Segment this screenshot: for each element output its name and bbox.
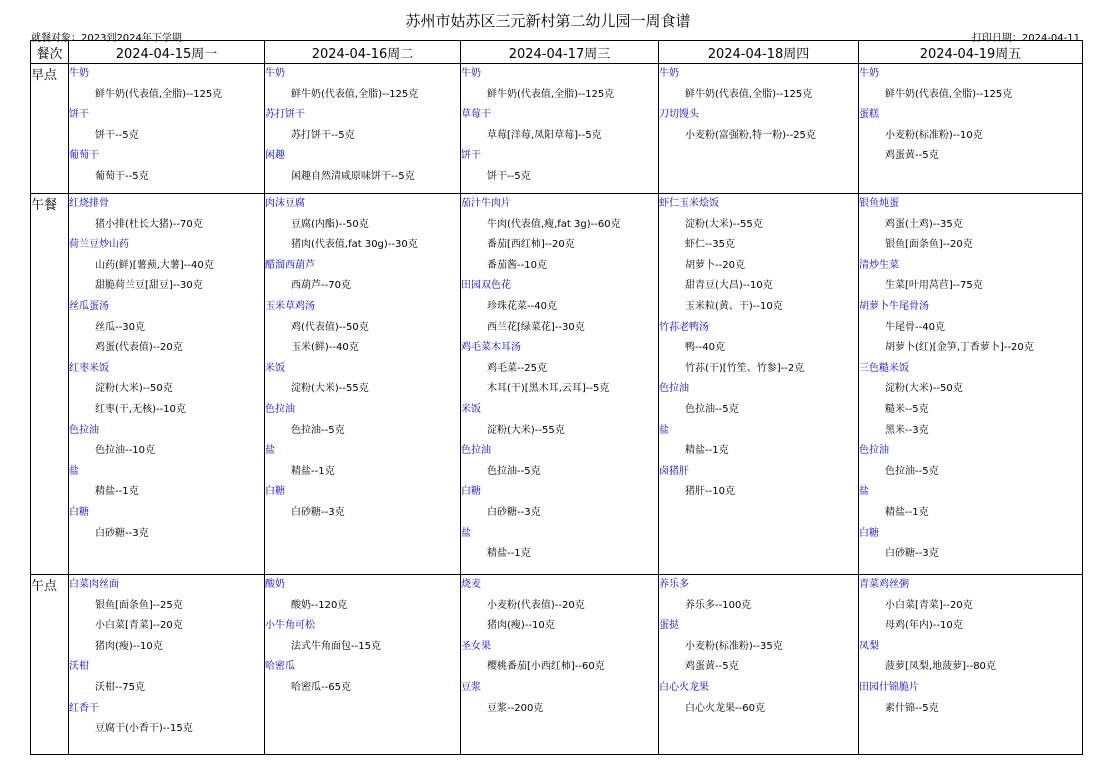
menu-cell-mon bbox=[69, 194, 265, 575]
ingredient-item: 精盐--1克 bbox=[685, 445, 729, 457]
ingredient-item: 母鸡(年内)--10克 bbox=[885, 620, 963, 632]
ingredient-item: 白砂糖--3克 bbox=[95, 527, 149, 539]
dish-name: 白糖 bbox=[69, 506, 89, 518]
meal-label: 早点 bbox=[31, 64, 69, 194]
ingredient-item: 鲜牛奶(代表值,全脂)--125克 bbox=[487, 88, 615, 100]
dish-name: 米饭 bbox=[265, 362, 285, 374]
dish-name: 凤梨 bbox=[859, 640, 879, 652]
ingredient-item: 精盐--1克 bbox=[885, 506, 929, 518]
dish-name: 牛奶 bbox=[659, 68, 679, 79]
ingredient-item: 小麦粉(标准粉)--35克 bbox=[685, 640, 783, 652]
ingredient-item: 白心火龙果--60克 bbox=[685, 702, 765, 714]
dish-name: 蛋糕 bbox=[859, 109, 879, 121]
ingredient-item: 小白菜[青菜]--20克 bbox=[885, 599, 973, 611]
ingredient-item: 鲜牛奶(代表值,全脂)--125克 bbox=[685, 88, 813, 100]
ingredient-item: 银鱼[面条鱼]--20克 bbox=[885, 239, 973, 251]
ingredient-item: 玉米(鲜)--40克 bbox=[291, 342, 359, 354]
print-date: 打印日期：2024-04-11 bbox=[971, 33, 1080, 44]
ingredient-item: 牛尾骨--40克 bbox=[885, 321, 945, 333]
dish-name: 卤猪肝 bbox=[659, 465, 689, 477]
ingredient-item: 沃柑--75克 bbox=[95, 681, 145, 693]
ingredient-item: 甜脆荷兰豆[甜豆]--30克 bbox=[95, 280, 203, 292]
menu-cell-wed bbox=[461, 575, 659, 755]
ingredient-item: 鸡蛋(土鸡)--35克 bbox=[885, 218, 963, 230]
dish-name: 牛奶 bbox=[69, 68, 89, 79]
dish-name: 米饭 bbox=[461, 403, 481, 415]
ingredient-item: 素什锦--5克 bbox=[885, 702, 939, 714]
ingredient-item: 精盐--1克 bbox=[487, 548, 531, 560]
ingredient-item: 淀粉(大米)--50克 bbox=[95, 383, 173, 395]
menu-cell-fri bbox=[859, 575, 1083, 755]
ingredient-item: 淀粉(大米)--55克 bbox=[487, 424, 565, 436]
menu-cell-fri bbox=[859, 64, 1083, 194]
ingredient-item: 玉米粒(黄、干)--10克 bbox=[685, 300, 783, 312]
dish-name: 白心火龙果 bbox=[659, 681, 709, 693]
day-header-fri: 2024-04-19周五 bbox=[859, 41, 1083, 64]
dish-name: 盐 bbox=[859, 486, 869, 498]
ingredient-item: 珍珠花菜--40克 bbox=[487, 300, 557, 312]
ingredient-item: 甜青豆(大昌)--10克 bbox=[685, 280, 773, 292]
dish-name: 色拉油 bbox=[859, 445, 889, 457]
dish-name: 白糖 bbox=[461, 486, 481, 498]
dish-name: 肉沫豆腐 bbox=[265, 198, 305, 209]
ingredient-item: 苏打饼干--5克 bbox=[291, 129, 355, 141]
dish-name: 胡萝卜牛尾骨汤 bbox=[859, 300, 929, 312]
ingredient-item: 鲜牛奶(代表值,全脂)--125克 bbox=[95, 88, 223, 100]
ingredient-item: 豆腐干(小香干)--15克 bbox=[95, 723, 193, 735]
ingredient-item: 饼干--5克 bbox=[487, 170, 531, 182]
ingredient-item: 色拉油--5克 bbox=[685, 403, 739, 415]
dish-name: 盐 bbox=[265, 445, 275, 457]
dish-name: 饼干 bbox=[461, 150, 481, 162]
dish-name: 葡萄干 bbox=[69, 150, 99, 162]
ingredient-item: 菠萝[凤梨,地菠萝]--80克 bbox=[885, 661, 996, 673]
dish-name: 烧麦 bbox=[461, 579, 481, 590]
menu-cell-wed bbox=[461, 194, 659, 575]
ingredient-item: 小麦粉(代表值)--20克 bbox=[487, 599, 585, 611]
ingredient-item: 小麦粉(标准粉)--10克 bbox=[885, 129, 983, 141]
dish-name: 圣女果 bbox=[461, 640, 491, 652]
dish-name: 酸奶 bbox=[265, 579, 285, 590]
dish-name: 红香干 bbox=[69, 702, 99, 714]
ingredient-item: 猪肉(代表值,fat 30g)--30克 bbox=[291, 239, 418, 251]
ingredient-item: 豆腐(内酯)--50克 bbox=[291, 218, 369, 230]
ingredient-item: 鸡蛋黄--5克 bbox=[685, 661, 739, 673]
ingredient-item: 黑米--3克 bbox=[885, 424, 929, 436]
ingredient-item: 木耳(干)[黑木耳,云耳]--5克 bbox=[487, 383, 610, 395]
ingredient-item: 猪肉(瘦)--10克 bbox=[95, 640, 163, 652]
ingredient-item: 胡萝卜--20克 bbox=[685, 259, 745, 271]
dish-name: 盐 bbox=[69, 465, 79, 477]
ingredient-item: 色拉油--5克 bbox=[487, 465, 541, 477]
menu-cell-tue bbox=[265, 64, 461, 194]
ingredient-item: 小白菜[青菜]--20克 bbox=[95, 620, 183, 632]
dish-name: 盐 bbox=[461, 527, 471, 539]
ingredient-item: 银鱼[面条鱼]--25克 bbox=[95, 599, 183, 611]
dish-name: 田园双色花 bbox=[461, 280, 511, 292]
menu-cell-wed bbox=[461, 64, 659, 194]
ingredient-item: 山药(鲜)[薯蓣,大薯]--40克 bbox=[95, 259, 214, 271]
ingredient-item: 虾仁--35克 bbox=[685, 239, 735, 251]
dish-name: 草莓干 bbox=[461, 109, 491, 121]
ingredient-item: 鲜牛奶(代表值,全脂)--125克 bbox=[885, 88, 1013, 100]
dish-name: 鸡毛菜木耳汤 bbox=[461, 342, 521, 354]
menu-cell-thu bbox=[659, 64, 859, 194]
dish-name: 清炒生菜 bbox=[859, 259, 899, 271]
day-header-thu: 2024-04-18周四 bbox=[659, 41, 859, 64]
page-title: 苏州市姑苏区三元新村第二幼儿园一周食谱 bbox=[405, 12, 691, 30]
dish-name: 闲趣 bbox=[265, 150, 285, 162]
dish-name: 哈密瓜 bbox=[265, 661, 295, 673]
ingredient-item: 西兰花[绿菜花]--30克 bbox=[487, 321, 585, 333]
ingredient-item: 豆浆--200克 bbox=[487, 702, 544, 714]
ingredient-item: 法式牛角面包--15克 bbox=[291, 640, 381, 652]
ingredient-item: 鸡蛋(代表值)--20克 bbox=[95, 342, 183, 354]
ingredient-item: 竹荪(干)[竹笙、竹参]--2克 bbox=[685, 362, 805, 374]
ingredient-item: 西葫芦--70克 bbox=[291, 280, 351, 292]
ingredient-item: 精盐--1克 bbox=[95, 486, 139, 498]
dish-name: 荷兰豆炒山药 bbox=[69, 239, 129, 251]
dish-name: 苏打饼干 bbox=[265, 109, 305, 121]
meal-label: 午餐 bbox=[31, 194, 69, 575]
dish-name: 养乐多 bbox=[659, 579, 689, 590]
dish-name: 银鱼炖蛋 bbox=[859, 198, 899, 209]
ingredient-item: 淀粉(大米)--50克 bbox=[885, 383, 963, 395]
header-row bbox=[31, 41, 1083, 64]
ingredient-item: 酸奶--120克 bbox=[291, 599, 348, 611]
ingredient-item: 鸡蛋黄--5克 bbox=[885, 150, 939, 162]
ingredient-item: 养乐多--100克 bbox=[685, 599, 752, 611]
ingredient-item: 猪肉(瘦)--10克 bbox=[487, 620, 555, 632]
meal-column-header: 餐次 bbox=[31, 41, 69, 64]
dish-name: 豆浆 bbox=[461, 681, 481, 693]
dish-name: 色拉油 bbox=[659, 383, 689, 395]
dish-name: 饼干 bbox=[69, 109, 89, 121]
ingredient-item: 淀粉(大米)--55克 bbox=[685, 218, 763, 230]
dish-name: 牛奶 bbox=[461, 68, 481, 79]
menu-cell-fri bbox=[859, 194, 1083, 575]
dish-name: 沃柑 bbox=[69, 661, 89, 673]
ingredient-item: 草莓[洋莓,凤阳草莓]--5克 bbox=[487, 129, 602, 141]
ingredient-item: 番茄酱--10克 bbox=[487, 259, 547, 271]
meal-row bbox=[31, 64, 1083, 194]
ingredient-item: 哈密瓜--65克 bbox=[291, 681, 351, 693]
ingredient-item: 红枣(干,无核)--10克 bbox=[95, 403, 186, 415]
day-header-wed: 2024-04-17周三 bbox=[461, 41, 659, 64]
dish-name: 田园什锦脆片 bbox=[859, 681, 919, 693]
dish-name: 刀切馒头 bbox=[659, 109, 699, 121]
dish-name: 白糖 bbox=[859, 527, 879, 539]
dish-name: 牛奶 bbox=[859, 68, 879, 79]
ingredient-item: 淀粉(大米)--55克 bbox=[291, 383, 369, 395]
menu-cell-tue bbox=[265, 575, 461, 755]
ingredient-item: 鸡毛菜--25克 bbox=[487, 362, 547, 374]
ingredient-item: 色拉油--5克 bbox=[885, 465, 939, 477]
meal-row bbox=[31, 194, 1083, 575]
ingredient-item: 樱桃番茄[小西红柿]--60克 bbox=[487, 661, 605, 673]
dish-name: 虾仁玉米烩饭 bbox=[659, 198, 719, 209]
dish-name: 蛋挞 bbox=[659, 620, 679, 632]
ingredient-item: 鸭--40克 bbox=[685, 342, 725, 354]
day-header-tue: 2024-04-16周二 bbox=[265, 41, 461, 64]
dish-name: 红枣米饭 bbox=[69, 362, 109, 374]
ingredient-item: 精盐--1克 bbox=[291, 465, 335, 477]
ingredient-item: 白砂糖--3克 bbox=[487, 506, 541, 518]
ingredient-item: 色拉油--10克 bbox=[95, 445, 155, 457]
dish-name: 竹荪老鸭汤 bbox=[659, 321, 709, 333]
dish-name: 色拉油 bbox=[69, 424, 99, 436]
ingredient-item: 白砂糖--3克 bbox=[885, 548, 939, 560]
ingredient-item: 胡萝卜(红)[金笋,丁香萝卜]--20克 bbox=[885, 342, 1034, 354]
dish-name: 茄汁牛肉片 bbox=[461, 198, 511, 209]
ingredient-item: 小麦粉(富强粉,特一粉)--25克 bbox=[685, 129, 816, 141]
dish-name: 红烧排骨 bbox=[69, 198, 109, 209]
dish-name: 醋溜西葫芦 bbox=[265, 259, 315, 271]
dish-name: 三色糙米饭 bbox=[859, 362, 909, 374]
dish-name: 青菜鸡丝粥 bbox=[859, 579, 909, 590]
ingredient-item: 饼干--5克 bbox=[95, 129, 139, 141]
meal-row bbox=[31, 575, 1083, 755]
dish-name: 牛奶 bbox=[265, 68, 285, 79]
ingredient-item: 鲜牛奶(代表值,全脂)--125克 bbox=[291, 88, 419, 100]
dish-name: 盐 bbox=[659, 424, 669, 436]
menu-cell-thu bbox=[659, 575, 859, 755]
ingredient-item: 白砂糖--3克 bbox=[291, 506, 345, 518]
dish-name: 白菜肉丝面 bbox=[69, 579, 119, 590]
dish-name: 白糖 bbox=[265, 486, 285, 498]
ingredient-item: 糙米--5克 bbox=[885, 403, 929, 415]
weekly-menu-table bbox=[30, 40, 1083, 755]
dish-name: 玉米草鸡汤 bbox=[265, 300, 315, 312]
ingredient-item: 番茄[西红柿]--20克 bbox=[487, 239, 575, 251]
dish-name: 色拉油 bbox=[265, 403, 295, 415]
dining-target: 就餐对象：2023到2024年下学期 bbox=[31, 33, 182, 44]
ingredient-item: 色拉油--5克 bbox=[291, 424, 345, 436]
menu-cell-tue bbox=[265, 194, 461, 575]
dish-name: 丝瓜蛋汤 bbox=[69, 300, 109, 312]
menu-cell-mon bbox=[69, 64, 265, 194]
ingredient-item: 牛肉(代表值,瘦,fat 3g)--60克 bbox=[487, 218, 621, 230]
ingredient-item: 丝瓜--30克 bbox=[95, 321, 145, 333]
ingredient-item: 闲趣自然清咸原味饼干--5克 bbox=[291, 170, 415, 182]
ingredient-item: 猪肝--10克 bbox=[685, 486, 735, 498]
ingredient-item: 葡萄干--5克 bbox=[95, 170, 149, 182]
ingredient-item: 猪小排(杜长大猪)--70克 bbox=[95, 218, 203, 230]
ingredient-item: 鸡(代表值)--50克 bbox=[291, 321, 369, 333]
menu-cell-mon bbox=[69, 575, 265, 755]
meal-label: 午点 bbox=[31, 575, 69, 755]
day-header-mon: 2024-04-15周一 bbox=[69, 41, 265, 64]
menu-cell-thu bbox=[659, 194, 859, 575]
dish-name: 小牛角可松 bbox=[265, 620, 315, 632]
dish-name: 色拉油 bbox=[461, 445, 491, 457]
ingredient-item: 生菜[叶用莴苣]--75克 bbox=[885, 280, 983, 292]
